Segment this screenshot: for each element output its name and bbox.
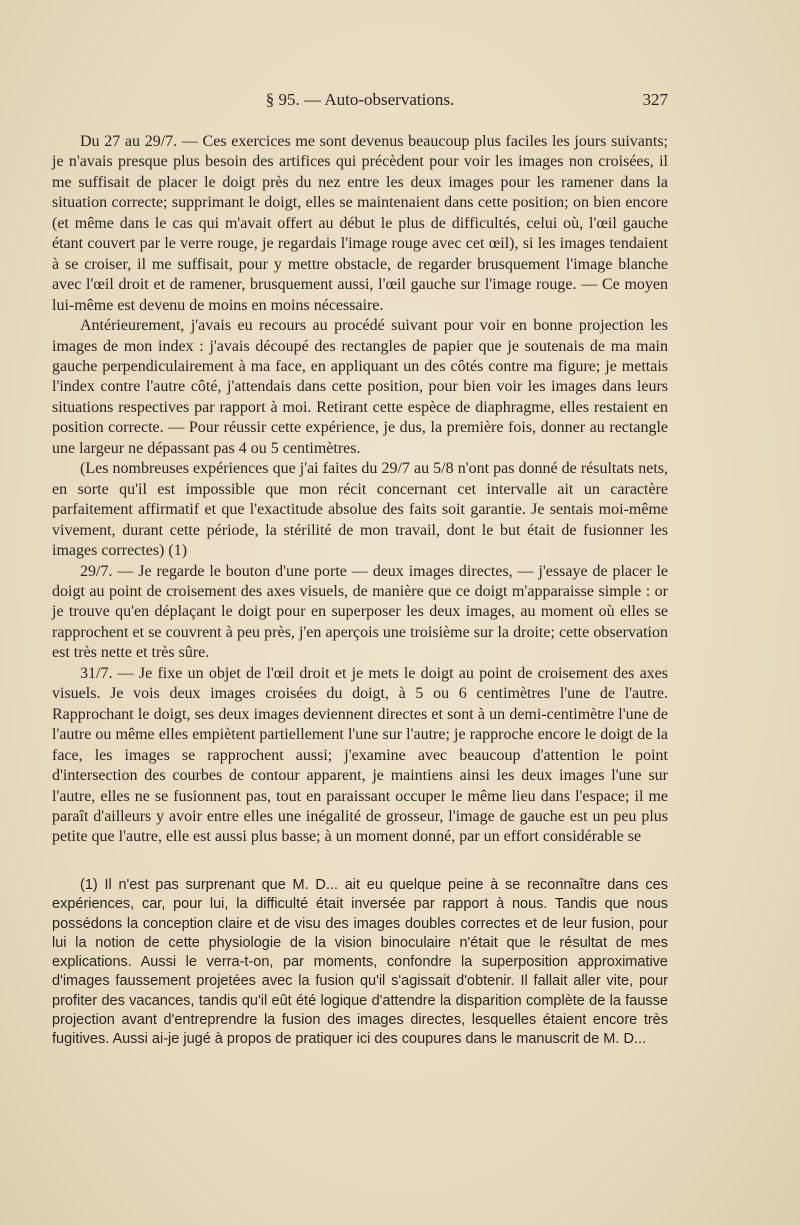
- footnote-text: (1) Il n'est pas surprenant que M. D... ait eu quelque peine à se reconnaître dans ces expériences, car, pour lui, la difficulté était inversée par rapport à nous. Tandis que nous possédons la conception claire et de visu des images doubles correctes et de leur fusion, pour lui la notion de cette physiologie de la vision binoculaire n'était que le résultat de mes explications. Aussi le verra-t-on, par moments, confondre la superposition approximative d'images faussement projetées avec la fusion qu'il s'agissait d'obtenir. Il fallait aller vite, pour profiter des vacances, tandis qu'il eût été logique d'attendre la disparition complète de la fausse projection avant d'entreprendre la fusion des images directes, lesquelles étaient encore très fugitives. Aussi ai-je jugé à propos de pratiquer ici des coupures dans le manuscrit de M. D...: [52, 877, 668, 1048]
- paragraph-2: Antérieurement, j'avais eu recours au procédé suivant pour voir en bonne projection les images de mon index : j'avais découpé des rectangles de papier que je soutenais de ma main gauche perpendiculairement à ma face, en appliquant un des côtés contre ma figure; je mettais l'index contre l'autre côté, j'attendais dans cette position, pour bien voir les images dans leurs situations respectives par rapport à moi. Retirant cette espèce de diaphragme, elles restaient en position correcte. — Pour réussir cette expérience, je dus, la première fois, donner au rectangle une largeur ne dépassant pas 4 ou 5 centimètres.: [52, 317, 668, 457]
- paragraph-3: (Les nombreuses expériences que j'ai faites du 29/7 au 5/8 n'ont pas donné de résultats nets, en sorte qu'il est impossible que mon récit concernant cet intervalle ait un caractère parfaitement affirmatif et que l'exactitude absolue des faits soit garantie. Je sentais moi-même vivement, durant cette période, la stérilité de mon travail, dont le but était de fusionner les images correctes) (1): [52, 460, 668, 560]
- body-text: [52, 132, 668, 848]
- running-title: § 95. — Auto-observations.: [265, 90, 455, 109]
- paragraph-4: 29/7. — Je regarde le bouton d'une porte — deux images directes, — j'essaye de placer le doigt au point de croisement des axes visuels, de manière que ce doigt m'apparaisse simple : or je trouve qu'en déplaçant le doigt pour en superposer les deux images, au moment où elles se rapprochent et se couvrent à peu près, j'en aperçois une troisième sur la droite; cette observation est très nette et très sûre.: [52, 562, 668, 662]
- paragraph-1: Du 27 au 29/7. — Ces exercices me sont devenus beaucoup plus faciles les jours suivants; je n'avais presque plus besoin des artifices qui précèdent pour voir les images non croisées, il me suffisait de placer le doigt près du nez entre les deux images pour les ramener dans la situation correcte; supprimant le doigt, elles se maintenaient dans cette position; on bien encore (et même dans le cas qui m'avait offert au début le plus de difficultés, celui où, l'œil gauche étant couvert par le verre rouge, je regardais l'image rouge avec cet œil), si les images tendaient à se croiser, il me suffisait, pour y mettre obstacle, de regarder brusquement l'image blanche avec l'œil droit et de ramener, brusquement aussi, l'œil gauche sur l'image rouge. — Ce moyen lui-même est devenu de moins en moins nécessaire.: [52, 133, 668, 314]
- footnote: [52, 876, 668, 1050]
- page-number: 327: [642, 90, 668, 109]
- paragraph-5: 31/7. — Je fixe un objet de l'œil droit et je mets le doigt au point de croisement des axes visuels. Je vois deux images croisées du doigt, à 5 ou 6 centimètres l'une de l'autre. Rapprochant le doigt, ses deux images deviennent directes et sont à un demi-centimètre l'une de l'autre ou même elles empiètent partiellement l'une sur l'autre; je rapproche encore le doigt de la face, les images se rapprochent aussi; j'examine avec beaucoup d'attention le point d'intersection des courbes de contour apparent, je maintiens ainsi les deux images l'une sur l'autre, elles ne se fusionnent pas, tout en paraissant occuper le même lieu dans l'espace; il me paraît d'ailleurs y avoir entre elles une inégalité de grosseur, l'image de gauche est un peu plus petite que l'autre, elle est aussi plus basse; à un moment donné, par un effort considérable se: [52, 664, 668, 846]
